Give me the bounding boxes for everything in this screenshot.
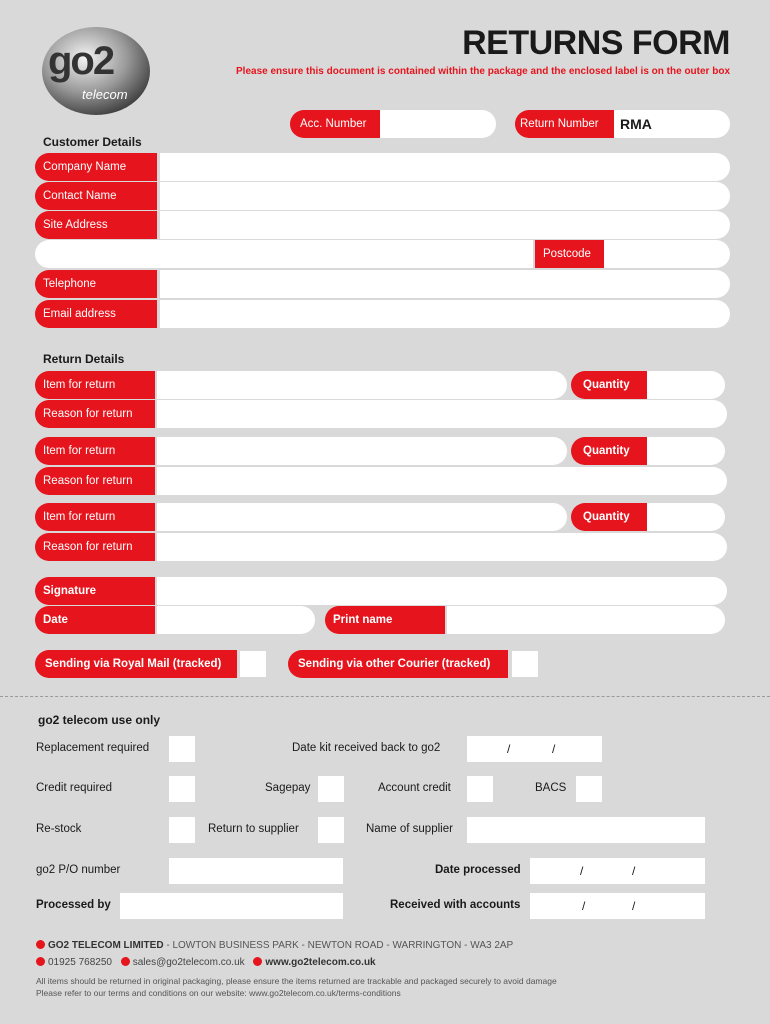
date-slash: /: [632, 864, 636, 878]
divider: [0, 696, 770, 697]
logo: [40, 25, 152, 117]
item-label-2: Item for return: [35, 437, 155, 465]
bacs-checkbox[interactable]: [576, 776, 602, 802]
reason-field-3[interactable]: [157, 533, 727, 561]
quantity-field-3[interactable]: [647, 503, 725, 531]
signature-field[interactable]: [157, 577, 727, 605]
logo-sub: telecom: [82, 87, 128, 102]
date-processed-field[interactable]: [530, 858, 705, 884]
credit-checkbox[interactable]: [169, 776, 195, 802]
email-label: Email address: [35, 300, 157, 328]
item-field-2[interactable]: [157, 437, 567, 465]
site-address-field[interactable]: [160, 211, 730, 239]
print-name-label: Print name: [325, 606, 445, 634]
po-number-label: go2 P/O number: [36, 864, 121, 876]
restock-label: Re-stock: [36, 823, 82, 835]
postcode-label: Postcode: [535, 240, 604, 268]
quantity-label-3: Quantity: [571, 503, 647, 531]
account-credit-label: Account credit: [378, 782, 451, 794]
footer-company: GO2 TELECOM LIMITED: [48, 940, 164, 951]
processed-by-field[interactable]: [120, 893, 343, 919]
date-kit-label: Date kit received back to go2: [292, 742, 441, 754]
date-slash: /: [507, 742, 511, 756]
email-field[interactable]: [160, 300, 730, 328]
footer-email[interactable]: sales@go2telecom.co.uk: [132, 957, 245, 968]
company-name-label: Company Name: [35, 153, 157, 181]
footer-web[interactable]: www.go2telecom.co.uk: [265, 957, 376, 968]
sagepay-label: Sagepay: [265, 782, 311, 794]
received-accounts-label: Received with accounts: [390, 899, 521, 911]
location-icon: [36, 940, 45, 949]
return-supplier-checkbox[interactable]: [318, 817, 344, 843]
sagepay-checkbox[interactable]: [318, 776, 344, 802]
return-number-label: Return Number: [515, 110, 614, 138]
web-icon: [253, 957, 262, 966]
item-label-3: Item for return: [35, 503, 155, 531]
footer-address: - LOWTON BUSINESS PARK - NEWTON ROAD - WARRINGTON - WA3 2AP: [163, 940, 514, 951]
date-processed-label: Date processed: [435, 864, 521, 876]
phone-icon: [36, 957, 45, 966]
date-slash: /: [632, 899, 636, 913]
print-name-field[interactable]: [447, 606, 725, 634]
telephone-label: Telephone: [35, 270, 157, 298]
item-field-3[interactable]: [157, 503, 567, 531]
return-details-heading: Return Details: [43, 352, 125, 366]
telephone-field[interactable]: [160, 270, 730, 298]
reason-label-2: Reason for return: [35, 467, 155, 495]
quantity-field-1[interactable]: [647, 371, 725, 399]
acc-number-field[interactable]: [380, 110, 496, 138]
courier-checkbox[interactable]: [512, 651, 538, 677]
name-supplier-label: Name of supplier: [366, 823, 453, 835]
item-field-1[interactable]: [157, 371, 567, 399]
footer-contact-line: [36, 957, 376, 968]
company-name-field[interactable]: [160, 153, 730, 181]
courier-label: Sending via other Courier (tracked): [288, 650, 508, 678]
date-slash: /: [580, 864, 584, 878]
reason-field-1[interactable]: [157, 400, 727, 428]
footer-note-1: All items should be returned in original packaging, please ensure the items returned are trackable and packaged securely to avoid damage: [36, 976, 557, 986]
po-number-field[interactable]: [169, 858, 343, 884]
restock-checkbox[interactable]: [169, 817, 195, 843]
footer-address-line: [36, 940, 513, 951]
contact-name-field[interactable]: [160, 182, 730, 210]
date-label: Date: [35, 606, 155, 634]
received-accounts-field[interactable]: [530, 893, 705, 919]
replacement-checkbox[interactable]: [169, 736, 195, 762]
reason-label-3: Reason for return: [35, 533, 155, 561]
internal-heading: go2 telecom use only: [38, 713, 161, 727]
date-slash: /: [552, 742, 556, 756]
royal-mail-label: Sending via Royal Mail (tracked): [35, 650, 237, 678]
return-supplier-label: Return to supplier: [208, 823, 299, 835]
page-title: RETURNS FORM: [462, 24, 730, 62]
processed-by-label: Processed by: [36, 899, 111, 911]
footer-note-2: Please refer to our terms and conditions on our website: www.go2telecom.co.uk/terms-conditions: [36, 988, 401, 998]
site-address-line2[interactable]: [35, 240, 533, 268]
name-supplier-field[interactable]: [467, 817, 705, 843]
replacement-label: Replacement required: [36, 742, 150, 754]
email-icon: [121, 957, 130, 966]
date-field[interactable]: [157, 606, 315, 634]
reason-field-2[interactable]: [157, 467, 727, 495]
account-credit-checkbox[interactable]: [467, 776, 493, 802]
date-kit-field[interactable]: [467, 736, 602, 762]
bacs-label: BACS: [535, 782, 567, 794]
acc-number-label: Acc. Number: [290, 110, 380, 138]
quantity-label-1: Quantity: [571, 371, 647, 399]
site-address-label: Site Address: [35, 211, 157, 239]
quantity-field-2[interactable]: [647, 437, 725, 465]
signature-label: Signature: [35, 577, 155, 605]
date-slash: /: [582, 899, 586, 913]
return-number-field[interactable]: RMA: [614, 110, 730, 138]
royal-mail-checkbox[interactable]: [240, 651, 266, 677]
page-subtitle: Please ensure this document is contained within the package and the enclosed label is on the outer box: [236, 66, 730, 77]
footer-phone: 01925 768250: [48, 957, 112, 968]
contact-name-label: Contact Name: [35, 182, 157, 210]
postcode-field[interactable]: [604, 240, 730, 268]
item-label-1: Item for return: [35, 371, 155, 399]
logo-brand: go2: [48, 39, 114, 83]
reason-label-1: Reason for return: [35, 400, 155, 428]
customer-details-heading: Customer Details: [43, 135, 142, 149]
quantity-label-2: Quantity: [571, 437, 647, 465]
credit-label: Credit required: [36, 782, 113, 794]
